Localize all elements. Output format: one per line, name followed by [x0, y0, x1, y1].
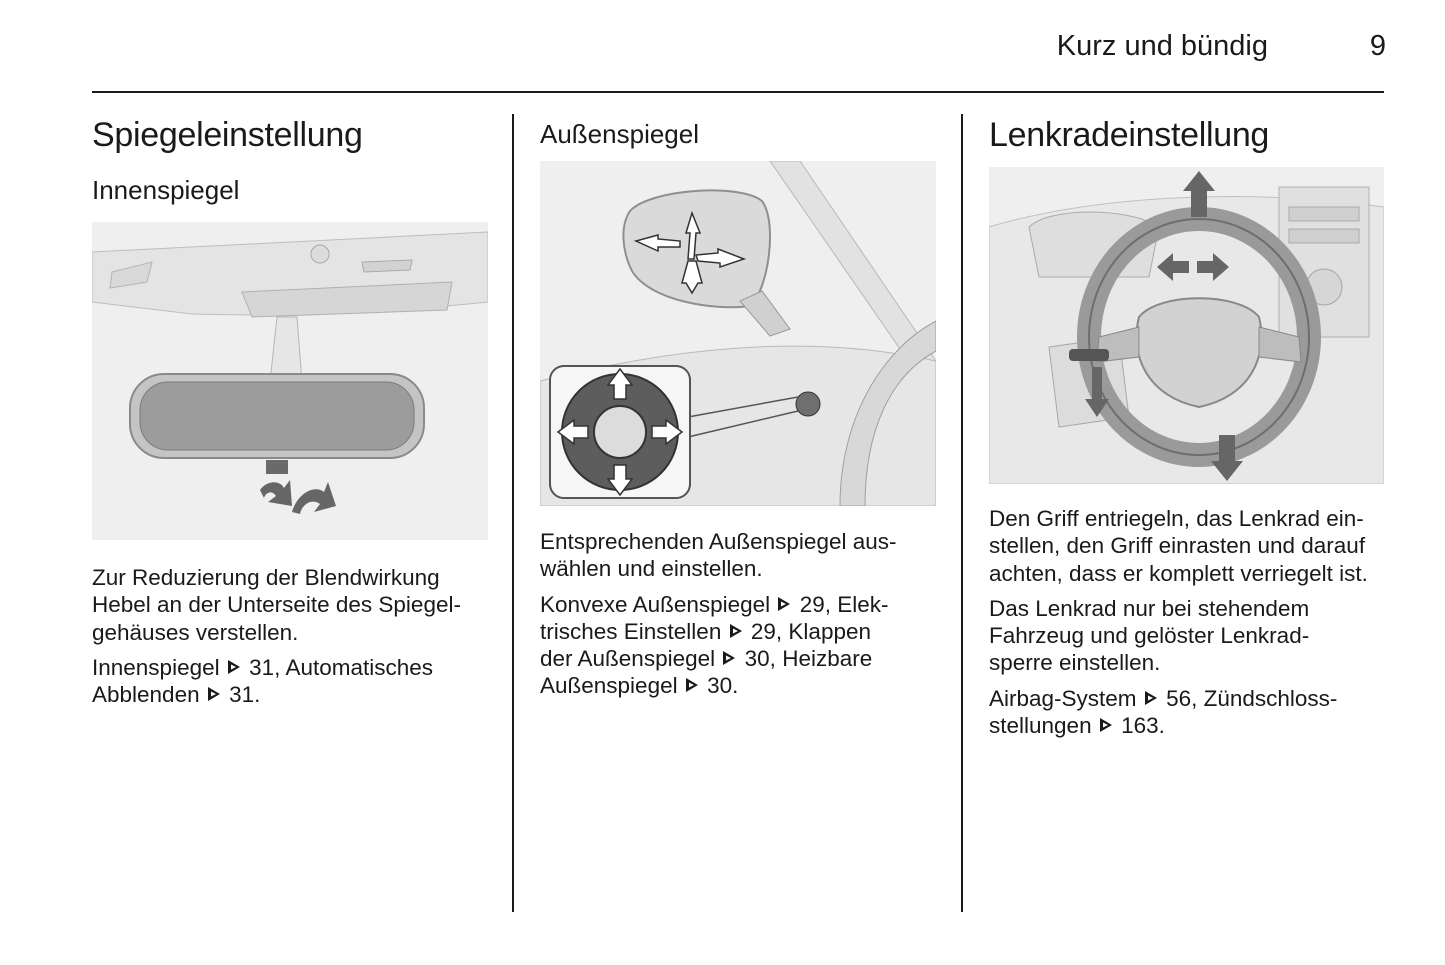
page-reference-icon: [684, 676, 701, 694]
ref-link[interactable]: der Außenspiegel: [540, 646, 716, 672]
header-title: Kurz und bündig: [1056, 30, 1268, 62]
column-exterior-mirror: [540, 112, 940, 700]
ref-link[interactable]: trisches Einstellen: [540, 618, 722, 644]
page-number: 9: [1369, 30, 1386, 62]
instruction-paragraph: Zur Reduzierung der Blendwirkung Hebel an der Unterseite des Spiegel- gehäuses verstellen.: [92, 565, 461, 645]
ref-link[interactable]: Abblenden: [92, 682, 200, 708]
page-reference-icon: [728, 622, 745, 640]
cross-reference-paragraph: Konvexe Außenspiegel 29, Elek- trisches Einstellen 29, Klappen der Außenspiegel 30, Heizbare Außenspiegel 30.: [540, 591, 889, 699]
page-reference-icon: [776, 595, 793, 613]
ref-link[interactable]: Konvexe Außenspiegel: [540, 591, 771, 617]
exterior-mirror-illustration: [540, 161, 936, 506]
cross-reference-paragraph: Airbag-System 56, Zündschloss- stellungen 163.: [989, 685, 1338, 739]
page-reference-icon: [1143, 689, 1160, 707]
section-heading: Spiegeleinstellung: [92, 116, 363, 154]
section-heading: Lenkradeinstellung: [989, 116, 1270, 154]
column-mirror-adjustment: [92, 112, 492, 708]
ref-link[interactable]: Außenspiegel: [540, 673, 678, 699]
instruction-paragraph: Den Griff entriegeln, das Lenkrad ein- stellen, den Griff einrasten und darauf achten, dass er komplett verriegelt ist.: [989, 506, 1368, 586]
ref-link[interactable]: Innenspiegel: [92, 654, 220, 680]
page-reference-icon: [226, 658, 243, 676]
header-rule: [92, 91, 1384, 93]
section-subheading: Außenspiegel: [540, 119, 699, 149]
page-reference-icon: [206, 685, 223, 703]
column-divider: [512, 114, 514, 912]
ref-link[interactable]: Airbag-System: [989, 685, 1137, 711]
page-reference-icon: [1098, 716, 1115, 734]
cross-reference-paragraph: Innenspiegel 31, Automatisches Abblenden 31.: [92, 654, 434, 708]
column-divider: [961, 114, 963, 912]
rearview-mirror-illustration: [92, 222, 488, 540]
column-steering-wheel: [989, 112, 1389, 739]
instruction-paragraph: Das Lenkrad nur bei stehendem Fahrzeug und gelöster Lenkrad- sperre einstellen.: [989, 595, 1310, 676]
steering-wheel-illustration: [989, 167, 1384, 484]
instruction-paragraph: Entsprechenden Außenspiegel aus- wählen und einstellen.: [540, 529, 897, 582]
page-reference-icon: [721, 649, 738, 667]
ref-link[interactable]: stellungen: [989, 713, 1092, 739]
section-subheading: Innenspiegel: [92, 175, 240, 205]
ref-link[interactable]: Automatisches: [285, 654, 434, 680]
